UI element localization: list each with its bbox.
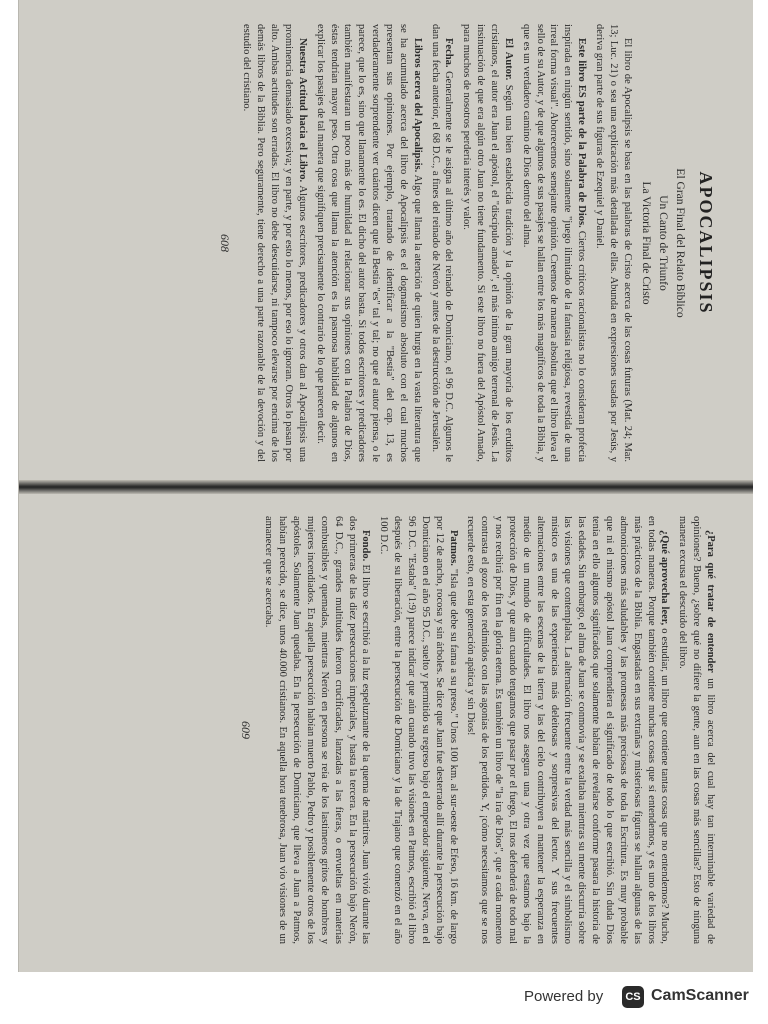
paragraph (675, 516, 717, 944)
paragraph-text: Algo que llama la atención de quien hurga en la vasta literatura que se ha acumulado acerca del libro de Apocalipsis es el dogmatismo absoluto con el cual muchos presentan sus opiniones. Por ejemplo, tratando de identificar a la "Bestia" del cap. 13, es verdaderamente sorprendente ver cuántos dicen que la Bestia "es" tal y tal; no que el autor piensa, o le parece, que lo es, sino que llanamente lo es. El dicho del autor basta. Si todos escritores y predicadores también manifestaran un poco más de humildad al relacionar sus opiniones con la Palabra de Dios, éstas tendrían mayor peso. Otra cosa que llama la atención es la pasmosa habilidad de algunos en explicar los pasajes de tal manera que signifiquen precisamente lo contrario de lo que parecen decir. (314, 24, 423, 462)
paragraph-text: El libro de Apocalipsis se basa en las palabras de Cristo acerca de las cosas futuras (Mat. 24; Mar. 13; Luc. 21) o sea una explicación más detallada de ellas. Abunda en expresiones usadas por Jesús, y deriva gran parte de sus figuras de Ezequiel y Daniel. (594, 24, 633, 462)
paragraph (240, 24, 309, 462)
paragraph-heading: Patmos. (447, 530, 459, 566)
paragraph-heading: Nuestra Actitud hacia el Libro. (296, 38, 308, 183)
paragraph-text: o estudiar, un libro que contiene tantas cosas que no entendemos? Mucho, en todas maneras. Porque también contiene muchas cosas que sí entendemos, y es uno de los libros más prácticos de la Biblia. Engastadas en sus extrañas y misteriosas figuras se hallan algunas de las admoniciones más saludables y las promesas más preciosas de toda la Escritura. Es muy probable que ni el mismo apóstol Juan comprendiera el significado de todo lo que escribió. Sin duda Dios tenía en ello algunos significados que solamente habían de revelarse conforme pasara la historia de las edades. Sin embargo, el alma de Juan se conmovía y se exaltaba mientras su mente discurría sobre las visiones que contemplaba. La alternación frecuente entre la verdad más sencilla y el simbolismo místico es una de las experiencias más deleitosas y sorpresivas del lector. Y sus frecuentes alternaciones entre las escenas de la tierra y las del cielo contribuyen a mantener la esperanza en medio de un mundo de dificultades. El libro nos asegura una y otra vez que estamos bajo la protección de Dios, y que aun cuando tengamos que pasar por el fuego, El nos defenderá de todo mal y nos recibirá por fin en la gloria eterna. Es también un libro de "la ira de Dios", que a cada momento contrasta el gozo de los redimidos con las agonías de los perdidos. Y, ¡cómo necesitamos que se nos recuerde esto, en esta generación apática y sin Dios! (465, 516, 671, 944)
paragraph (376, 516, 459, 944)
scanned-document (18, 0, 753, 972)
paragraph (313, 24, 424, 462)
paragraph-text: Según una bien establecida tradición y la opinión de la gran mayoría de los eruditos cristianos, el autor era Juan el apóstol, el "discípulo amado", el más íntimo amigo terrenal de Jesús. La insinuación de que era algún otro Juan no tiene fundamento. Si este libro no fuera del Apóstol Amado, para muchos de nosotros perdería interés y valor. (461, 24, 514, 462)
paragraph (428, 24, 456, 462)
page-608 (41, 8, 731, 478)
page-title: APOCALIPSIS (696, 171, 716, 315)
paragraph-text: El libro se escribió a la luz espeluznante de la quema de mártires. Juan vivió durante las dos primeras de las diez persecuciones imperiales, y hasta la tercera. En la persecución bajo Nerón, 64 D.C., grandes multitudes fueron crucificadas, lanzadas a las fieras, o envueltas en materias combustibles y quemadas, mientras Nerón en persona se reía de los lastimeros gritos de hombres y mujeres incendiados. En aquella persecución habían muerto Pablo, Pedro y posiblemente otros de los apóstoles. Solamente Juan quedaba. En la persecución de Domiciano, que lleva a Juan a Patmos, habían perecido, se dice, unos 40.000 cristianos. En aquella hora tenebrosa, Juan vio visiones de un amanecer que se acercaba. (263, 516, 372, 944)
paragraph-text: Generalmente se le asigna al último año del reinado de Domiciano, el 96 D.C. Algunos le dan una fecha anterior, el 68 D.C., a fines del reinado de Nerón y antes de la destrucción de Jerusalén. (429, 24, 455, 462)
paragraph (464, 516, 672, 944)
paragraph-text: Algunos escritores, predicadores y otros dan al Apocalipsis una prominencia demasiado excesiva; y en parte, y por esto lo menos, por eso lo ignoran. Otros lo pasan por alto. Ambas actitudes son erradas. El libro no debe descuidarse, ni tampoco elevarse por encima de los demás libros de la Biblia. Pero seguramente, tiene derecho a una parte razonable de la devoción y del estudio del cristiano. (241, 24, 308, 462)
camscanner-brand: CamScanner (651, 987, 749, 1004)
paragraph (519, 24, 588, 462)
paragraph (592, 24, 634, 462)
paragraph-heading: Este libro ES parte de la Palabra de Dios. (576, 38, 588, 228)
paragraph-heading: ¿Qué aprovecha leer, (659, 530, 671, 626)
subtitle: La Victoria Final de Cristo (639, 181, 652, 305)
paragraph-heading: El Autor. (502, 38, 514, 81)
page-609 (41, 500, 731, 960)
paragraph-heading: Libros acerca del Apocalipsis. (411, 38, 423, 173)
book-spine (19, 480, 753, 494)
scanner-footer (0, 976, 768, 1024)
paragraph (262, 516, 373, 944)
paragraph-heading: Fondo. (360, 530, 372, 562)
subtitle: Un Canto de Triunfo (657, 195, 670, 291)
paragraph (459, 24, 514, 462)
paragraph-list (240, 24, 634, 462)
paragraph-text: un libro acerca del cual hay tan interminable variedad de opiniones? Bueno, ¿sobre qué no difiere la gente, aun en las cosas más sencillas? Esto de ninguna manera excusa el descuido del libro. (677, 516, 716, 944)
paragraph-heading: Fecha. (443, 38, 455, 68)
page-number: 609 (239, 721, 254, 739)
paragraph-list (262, 516, 718, 944)
paragraph-text: Ciertos críticos racionalistas no lo consideran profecía inspirada en ningún sentido, sino solamente "juego ilimitado de la fantasía religiosa, revestida de una irreal forma visual". Aborrecemos semejante opinión. Creemos de manera absoluta que el libro lleva el sello de su Autor, y de que algunos de sus pasajes se hallan entre los más magníficos de toda la Biblia, y que es un verdadero camino de Dios dentro del alma. (520, 24, 588, 462)
page-number: 608 (217, 234, 232, 252)
camscanner-logo-icon: CS (622, 986, 644, 1008)
powered-by-text: Powered by (524, 988, 604, 1005)
paragraph-heading: ¿Para qué tratar de entender (705, 530, 716, 673)
subtitle: El Gran Final del Relato Bíblico (674, 168, 687, 318)
paragraph-text: "Isla que debe su fama a su preso." Unos 100 km. al sur-oeste de Efeso, 16 km. de largo por 12 de ancho, rocosa y sin árboles. Se dice que Juan fue desterrado allí durante la persecución bajo Domiciano en el año 95 D.C., suelto y permitido su regreso bajo el emperador siguiente, Nerva, en el 96 D.C. "Estaba" (1:9) parece indicar que aún cuando tuvo las visiones en Patmos, escribió el libro después de su liberación, entre la persecución de Domiciano y la de Trajano que comenzó en el año 100 D.C. (378, 516, 459, 944)
